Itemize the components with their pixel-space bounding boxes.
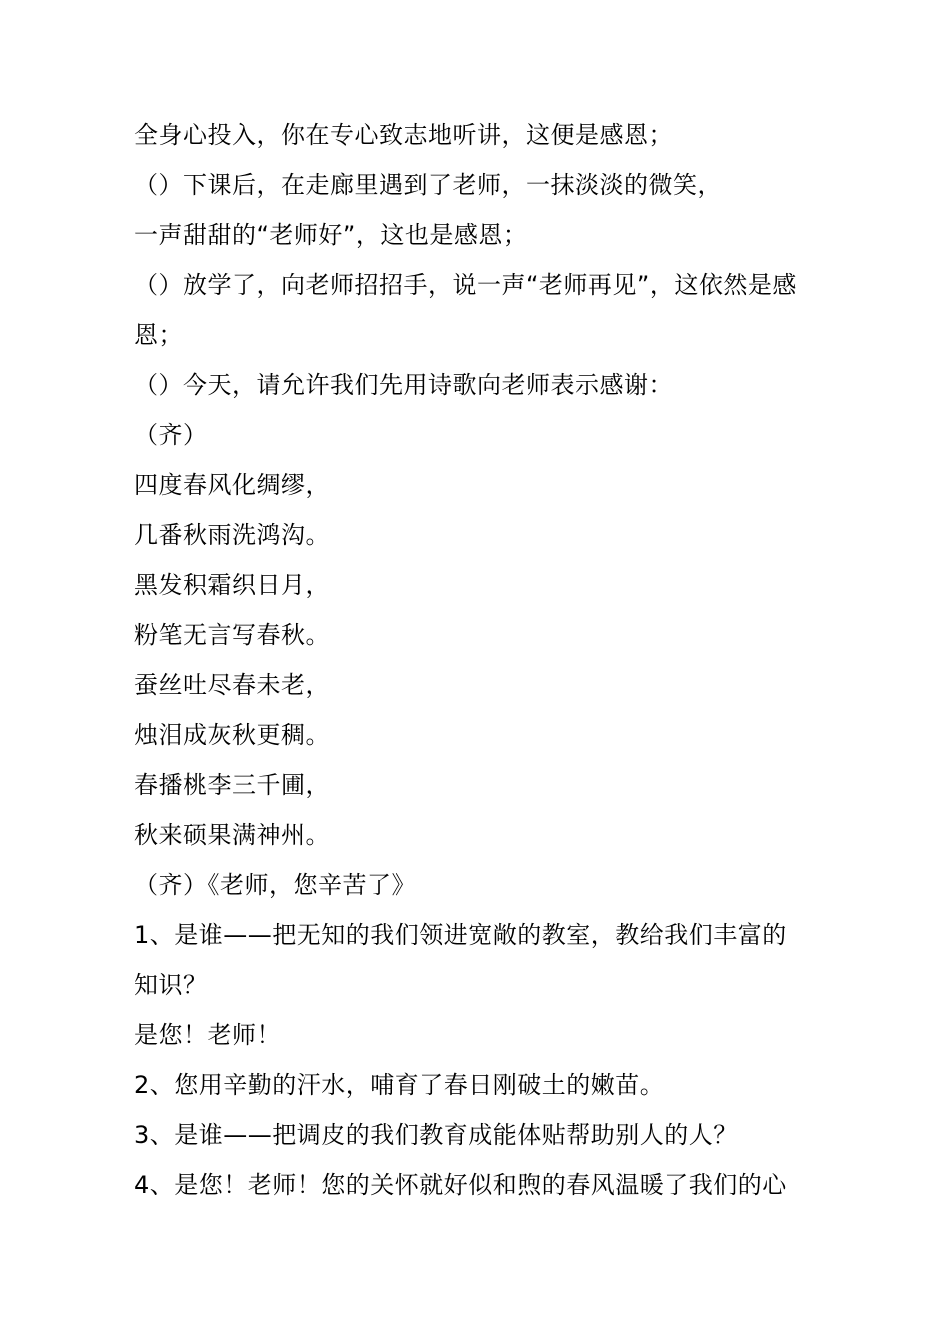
poem-line: 秋来硕果满神州。: [134, 821, 330, 849]
text-line: 一声甜甜的“老师好”，这也是感恩；: [134, 221, 528, 249]
poem-line: 春播桃李三千圃，: [134, 771, 330, 799]
poem-line: 四度春风化绸缪，: [134, 471, 330, 499]
text-line: 知识？: [134, 971, 208, 999]
text-line: 1、是谁——把无知的我们领进宽敞的教室，教给我们丰富的: [134, 921, 787, 949]
document-body: [134, 110, 834, 1210]
text-line: （）下课后，在走廊里遇到了老师，一抹淡淡的微笑，: [134, 171, 722, 199]
text-line: 4、是您！老师！您的关怀就好似和煦的春风温暖了我们的心: [134, 1171, 787, 1199]
text-line: 恩；: [134, 321, 183, 349]
section-heading: （齐）《老师，您辛苦了》: [134, 871, 416, 899]
text-line: （）今天，请允许我们先用诗歌向老师表示感谢：: [134, 371, 673, 399]
poem-line: 几番秋雨洗鸿沟。: [134, 521, 330, 549]
text-line: （）放学了，向老师招招手，说一声“老师再见”，这依然是感: [134, 271, 797, 299]
text-line: 3、是谁——把调皮的我们教育成能体贴帮助别人的人？: [134, 1121, 738, 1149]
text-line: 2、您用辛勤的汗水，哺育了春日刚破土的嫩苗。: [134, 1071, 665, 1099]
poem-line: 烛泪成灰秋更稠。: [134, 721, 330, 749]
text-line: 是您！老师！: [134, 1021, 281, 1049]
poem-line: 黑发积霜织日月，: [134, 571, 330, 599]
poem-line: 粉笔无言写春秋。: [134, 621, 330, 649]
poem-line: 蚕丝吐尽春未老，: [134, 671, 330, 699]
text-line: 全身心投入，你在专心致志地听讲，这便是感恩；: [134, 121, 673, 149]
text-line: （齐）: [134, 421, 208, 449]
